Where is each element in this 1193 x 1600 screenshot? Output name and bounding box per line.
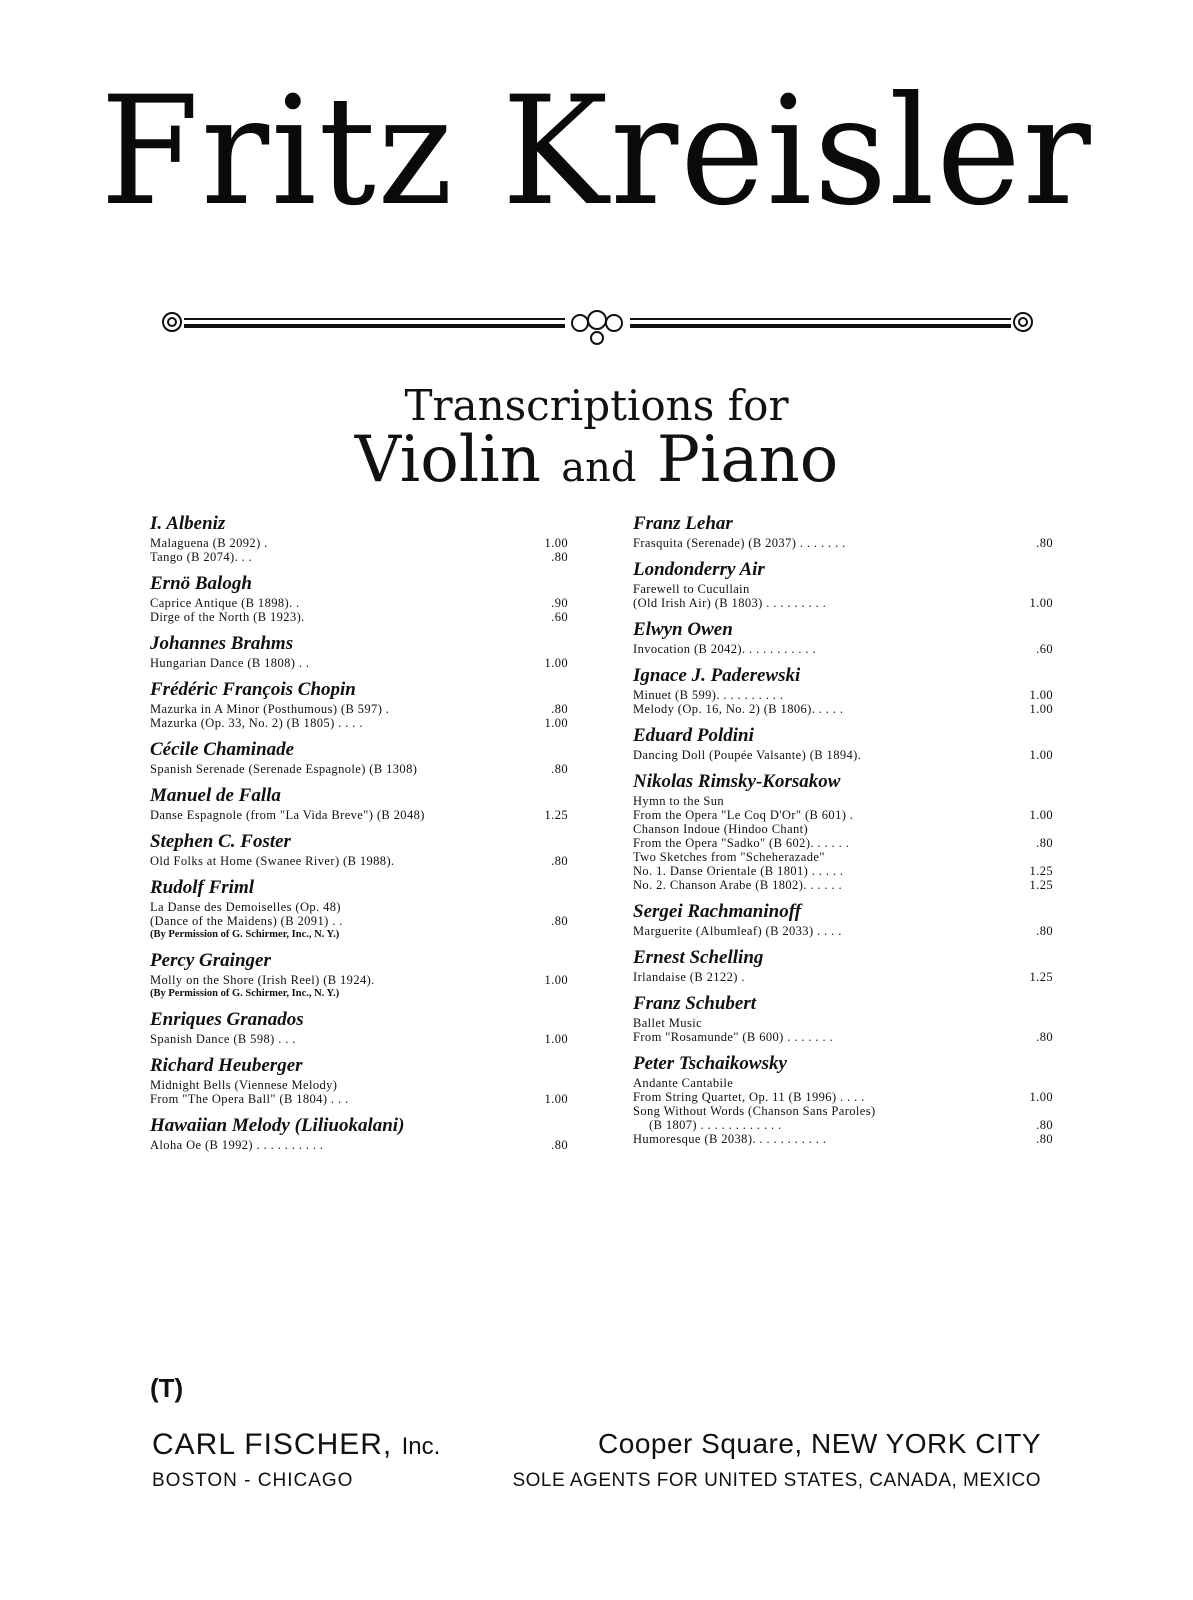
composer-name: Richard Heuberger [150,1055,303,1076]
publisher-agents: SOLE AGENTS FOR UNITED STATES, CANADA, MEXICO [512,1470,1041,1491]
work-title: Molly on the Shore (Irish Reel) (B 1924). [150,973,375,987]
work-entry [150,914,568,928]
work-entry [633,1118,1053,1132]
work-entry [150,610,568,624]
subtitle-and: and [561,445,637,491]
work-entry [633,688,1053,702]
work-title: Marguerite (Albumleaf) (B 2033) . . . . [633,924,842,938]
work-entry [633,970,1053,984]
work-price: 1.00 [544,716,568,730]
work-entry [633,1132,1053,1146]
work-title: From the Opera "Sadko" (B 602). . . . . . [633,836,850,850]
work-title: Spanish Dance (B 598) . . . [150,1032,296,1046]
composer-name: Peter Tschaikowsky [633,1053,787,1074]
work-entry [633,702,1053,716]
work-title: Andante Cantabile [633,1076,734,1090]
composer-name: Nikolas Rimsky-Korsakow [633,771,841,792]
composer-name: Rudolf Friml [150,877,254,898]
composer-name: Hawaiian Melody (Liliuokalani) [150,1115,405,1136]
work-price: 1.00 [544,973,568,987]
work-entry [633,822,1053,836]
work-entry [150,596,568,610]
work-price: .60 [1036,642,1053,656]
work-title: Two Sketches from "Scheherazade" [633,850,825,864]
work-entry [633,1104,1053,1118]
work-title: No. 2. Chanson Arabe (B 1802). . . . . . [633,878,843,892]
publisher-branches: BOSTON - CHICAGO [152,1470,354,1491]
work-title: From "Rosamunde" (B 600) . . . . . . . [633,1030,834,1044]
work-title: Chanson Indoue (Hindoo Chant) [633,822,809,836]
subtitle-violin: Violin [354,423,541,497]
composer-name: Ernö Balogh [150,573,252,594]
work-title: La Danse des Demoiselles (Op. 48) [150,900,341,914]
work-price: .80 [1036,536,1053,550]
work-entry [633,596,1053,610]
work-title: Spanish Serenade (Serenade Espagnole) (B 1308) [150,762,418,776]
work-entry [150,808,568,822]
work-entry [150,550,568,564]
work-price: .80 [1036,1030,1053,1044]
work-title: Hymn to the Sun [633,794,725,808]
work-price: .80 [551,914,568,928]
work-entry [150,1092,568,1106]
work-price: .90 [551,596,568,610]
work-price: .80 [551,854,568,868]
work-entry [633,864,1053,878]
work-entry [633,924,1053,938]
work-title: Midnight Bells (Viennese Melody) [150,1078,338,1092]
work-title: Ballet Music [633,1016,703,1030]
catalog-right-column [633,512,1053,1146]
work-entry [633,582,1053,596]
composer-name: Eduard Poldini [633,725,754,746]
composer-name: Franz Lehar [633,513,733,534]
work-title: Old Folks at Home (Swanee River) (B 1988). [150,854,395,868]
work-price: 1.00 [1029,596,1053,610]
work-title: From String Quartet, Op. 11 (B 1996) . . . . [633,1090,865,1104]
work-entry [633,836,1053,850]
work-entry [150,702,568,716]
work-entry [633,794,1053,808]
work-price: .80 [1036,836,1053,850]
work-price: 1.00 [1029,1090,1053,1104]
work-title: (Old Irish Air) (B 1803) . . . . . . . . . [633,596,827,610]
work-title: Melody (Op. 16, No. 2) (B 1806). . . . . [633,702,844,716]
work-title: Dirge of the North (B 1923). [150,610,305,624]
work-entry [633,850,1053,864]
work-title: Frasquita (Serenade) (B 2037) . . . . . . . [633,536,846,550]
catalog-left-column [150,512,568,1152]
work-title: Danse Espagnole (from "La Vida Breve") (B 2048) [150,808,425,822]
publisher-name-text: CARL FISCHER, [152,1428,393,1461]
work-entry [633,536,1053,550]
composer-name: Cécile Chaminade [150,739,295,760]
work-price: .80 [1036,1118,1053,1132]
work-title: Minuet (B 599). . . . . . . . . . [633,688,784,702]
work-price: .80 [1036,924,1053,938]
publisher-inc: Inc. [401,1433,441,1460]
work-price: 1.00 [1029,808,1053,822]
work-entry [150,973,568,987]
publisher-address: Cooper Square, NEW YORK CITY [598,1428,1041,1459]
work-title: (Dance of the Maidens) (B 2091) . . [150,914,343,928]
work-price: 1.00 [1029,688,1053,702]
work-entry [150,1032,568,1046]
work-title: Song Without Words (Chanson Sans Paroles) [633,1104,876,1118]
work-title: Malaguena (B 2092) . [150,536,268,550]
series-mark: (T) [150,1373,184,1403]
work-price: .80 [1036,1132,1053,1146]
page-title: Fritz Kreisler [100,65,1093,239]
publisher-name [152,1428,440,1462]
work-entry [633,1016,1053,1030]
subtitle-instruments [0,420,1193,508]
work-price: 1.25 [544,808,568,822]
work-title: Irlandaise (B 2122) . [633,970,745,984]
work-price: .80 [551,762,568,776]
composer-name: Frédéric François Chopin [150,679,356,700]
work-entry [633,808,1053,822]
work-entry [633,748,1053,762]
work-price: .60 [551,610,568,624]
composer-name: I. Albeniz [150,513,226,534]
permission-note: (By Permission of G. Schirmer, Inc., N. Y.) [150,929,340,940]
work-price: 1.00 [544,656,568,670]
work-price: 1.25 [1029,970,1053,984]
composer-name: Stephen C. Foster [150,831,291,852]
work-entry [633,1030,1053,1044]
composer-name: Sergei Rachmaninoff [633,901,802,922]
work-entry [150,1078,568,1092]
work-title: From the Opera "Le Coq D'Or" (B 601) . [633,808,854,822]
work-entry [633,1076,1053,1090]
work-price: .80 [551,1138,568,1152]
composer-name: Manuel de Falla [150,785,281,806]
work-title: Hungarian Dance (B 1808) . . [150,656,310,670]
composer-name: Percy Grainger [150,950,271,971]
composer-name: Franz Schubert [633,993,757,1014]
work-entry [633,878,1053,892]
work-price: 1.00 [544,1092,568,1106]
work-title: Invocation (B 2042). . . . . . . . . . . [633,642,816,656]
work-price: .80 [551,550,568,564]
work-entry [150,900,568,914]
work-entry [150,1138,568,1152]
work-title: Mazurka (Op. 33, No. 2) (B 1805) . . . . [150,716,363,730]
composer-name: Enriques Granados [150,1009,304,1030]
work-title: (B 1807) . . . . . . . . . . . . [649,1118,782,1132]
work-title: Aloha Oe (B 1992) . . . . . . . . . . [150,1138,324,1152]
work-title: No. 1. Danse Orientale (B 1801) . . . . . [633,864,844,878]
work-price: 1.00 [544,1032,568,1046]
work-title: Dancing Doll (Poupée Valsante) (B 1894). [633,748,862,762]
permission-note: (By Permission of G. Schirmer, Inc., N. Y.) [150,988,340,999]
work-title: Humoresque (B 2038). . . . . . . . . . . [633,1132,827,1146]
work-entry [150,854,568,868]
work-price: 1.25 [1029,864,1053,878]
composer-name: Londonderry Air [633,559,765,580]
composer-name: Johannes Brahms [150,633,294,654]
work-title: Caprice Antique (B 1898). . [150,596,300,610]
work-entry [150,762,568,776]
work-title: Mazurka in A Minor (Posthumous) (B 597) . [150,702,390,716]
work-entry [150,716,568,730]
work-title: Tango (B 2074). . . [150,550,253,564]
work-price: .80 [551,702,568,716]
work-entry [633,642,1053,656]
composer-name: Elwyn Owen [633,619,733,640]
work-title: From "The Opera Ball" (B 1804) . . . [150,1092,349,1106]
composer-name: Ignace J. Paderewski [633,665,801,686]
work-price: 1.00 [1029,748,1053,762]
subtitle-piano: Piano [656,423,839,497]
ornament-divider [150,300,1045,350]
work-price: 1.00 [544,536,568,550]
work-price: 1.25 [1029,878,1053,892]
work-entry [150,656,568,670]
work-entry [633,1090,1053,1104]
work-price: 1.00 [1029,702,1053,716]
work-entry [150,536,568,550]
composer-name: Ernest Schelling [633,947,764,968]
work-title: Farewell to Cucullain [633,582,750,596]
subtitle-transcriptions: Transcriptions for [404,381,789,430]
